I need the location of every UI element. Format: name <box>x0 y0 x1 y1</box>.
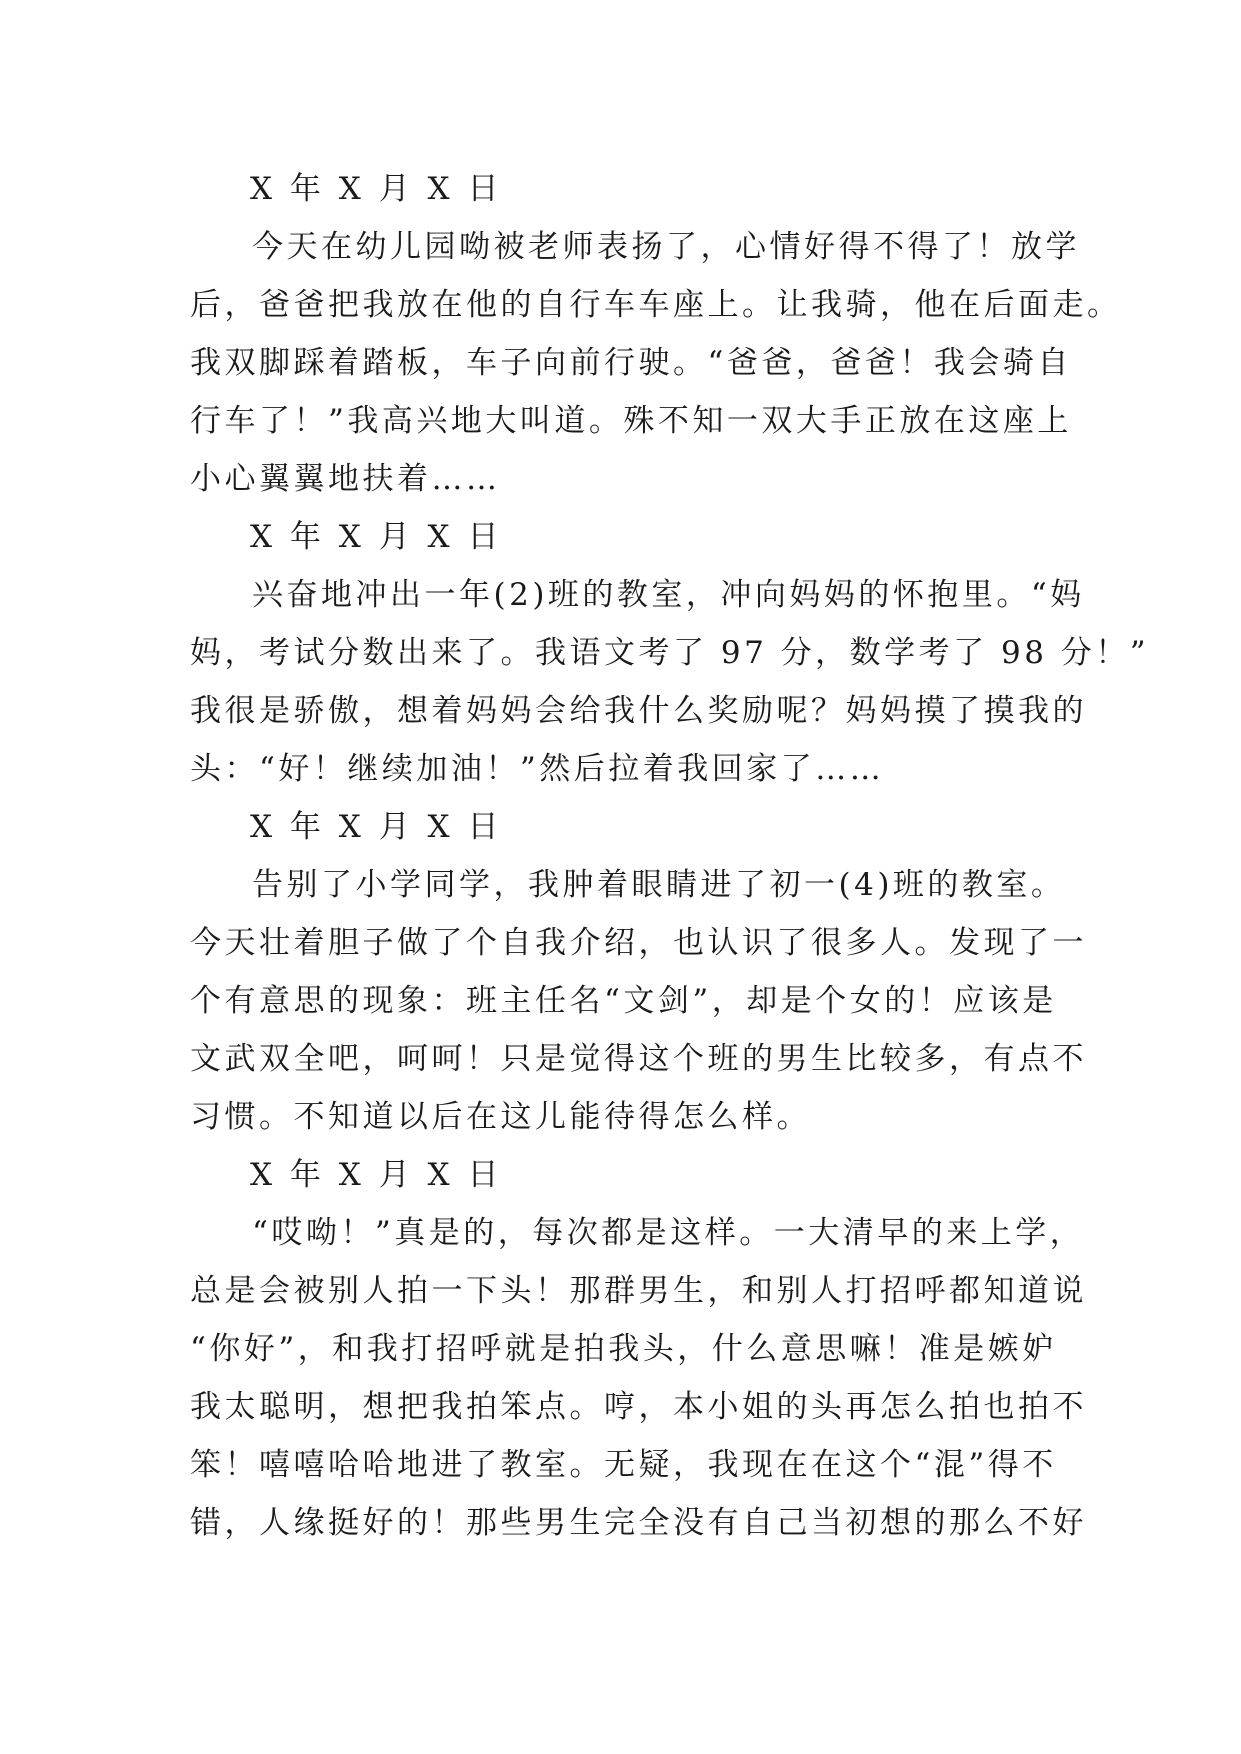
paragraph-line: 行车了！”我高兴地大叫道。殊不知一双大手正放在这座上 <box>190 403 1072 439</box>
paragraph-line: 我很是骄傲，想着妈妈会给我什么奖励呢？妈妈摸了摸我的 <box>190 693 1087 729</box>
paragraph-line: “你好”，和我打招呼就是拍我头，什么意思嘛！准是嫉妒 <box>190 1331 1057 1367</box>
entry-date: X 年 X 月 X 日 <box>250 1157 503 1193</box>
paragraph-line: 后，爸爸把我放在他的自行车车座上。让我骑，他在后面走。 <box>190 287 1122 323</box>
paragraph-line: 总是会被别人拍一下头！那群男生，和别人打招呼都知道说 <box>190 1273 1087 1309</box>
paragraph-line: 告别了小学同学，我肿着眼睛进了初一(4)班的教室。 <box>252 867 1066 903</box>
paragraph-line: 我太聪明，想把我拍笨点。哼，本小姐的头再怎么拍也拍不 <box>190 1389 1087 1425</box>
paragraph-line: 妈，考试分数出来了。我语文考了 97 分，数学考了 98 分！” <box>190 635 1150 671</box>
entry-date: X 年 X 月 X 日 <box>250 171 503 207</box>
paragraph-line: 个有意思的现象：班主任名“文剑”，却是个女的！应该是 <box>190 983 1057 1019</box>
paragraph-line: 文武双全吧，呵呵！只是觉得这个班的男生比较多，有点不 <box>190 1041 1087 1077</box>
diary-text <box>190 160 1150 1552</box>
paragraph-line: 兴奋地冲出一年(2)班的教室，冲向妈妈的怀抱里。“妈 <box>252 577 1085 613</box>
paragraph-line: 错，人缘挺好的！那些男生完全没有自己当初想的那么不好 <box>190 1505 1087 1541</box>
paragraph-line: 今天在幼儿园呦被老师表扬了，心情好得不得了！放学 <box>252 229 1080 265</box>
paragraph-line: 今天壮着胆子做了个自我介绍，也认识了很多人。发现了一 <box>190 925 1087 961</box>
entry-date: X 年 X 月 X 日 <box>250 519 503 555</box>
paragraph-line: 我双脚踩着踏板，车子向前行驶。“爸爸，爸爸！我会骑自 <box>190 345 1072 381</box>
paragraph-line: 小心翼翼地扶着…… <box>190 461 501 497</box>
paragraph-line: 习惯。不知道以后在这儿能待得怎么样。 <box>190 1099 811 1135</box>
paragraph-line: “哎呦！”真是的，每次都是这样。一大清早的来上学， <box>252 1215 1085 1251</box>
paragraph-line: 头：“好！继续加油！”然后拉着我回家了…… <box>190 751 885 787</box>
entry-date: X 年 X 月 X 日 <box>250 809 503 845</box>
paragraph-line: 笨！嘻嘻哈哈地进了教室。无疑，我现在在这个“混”得不 <box>190 1447 1057 1483</box>
